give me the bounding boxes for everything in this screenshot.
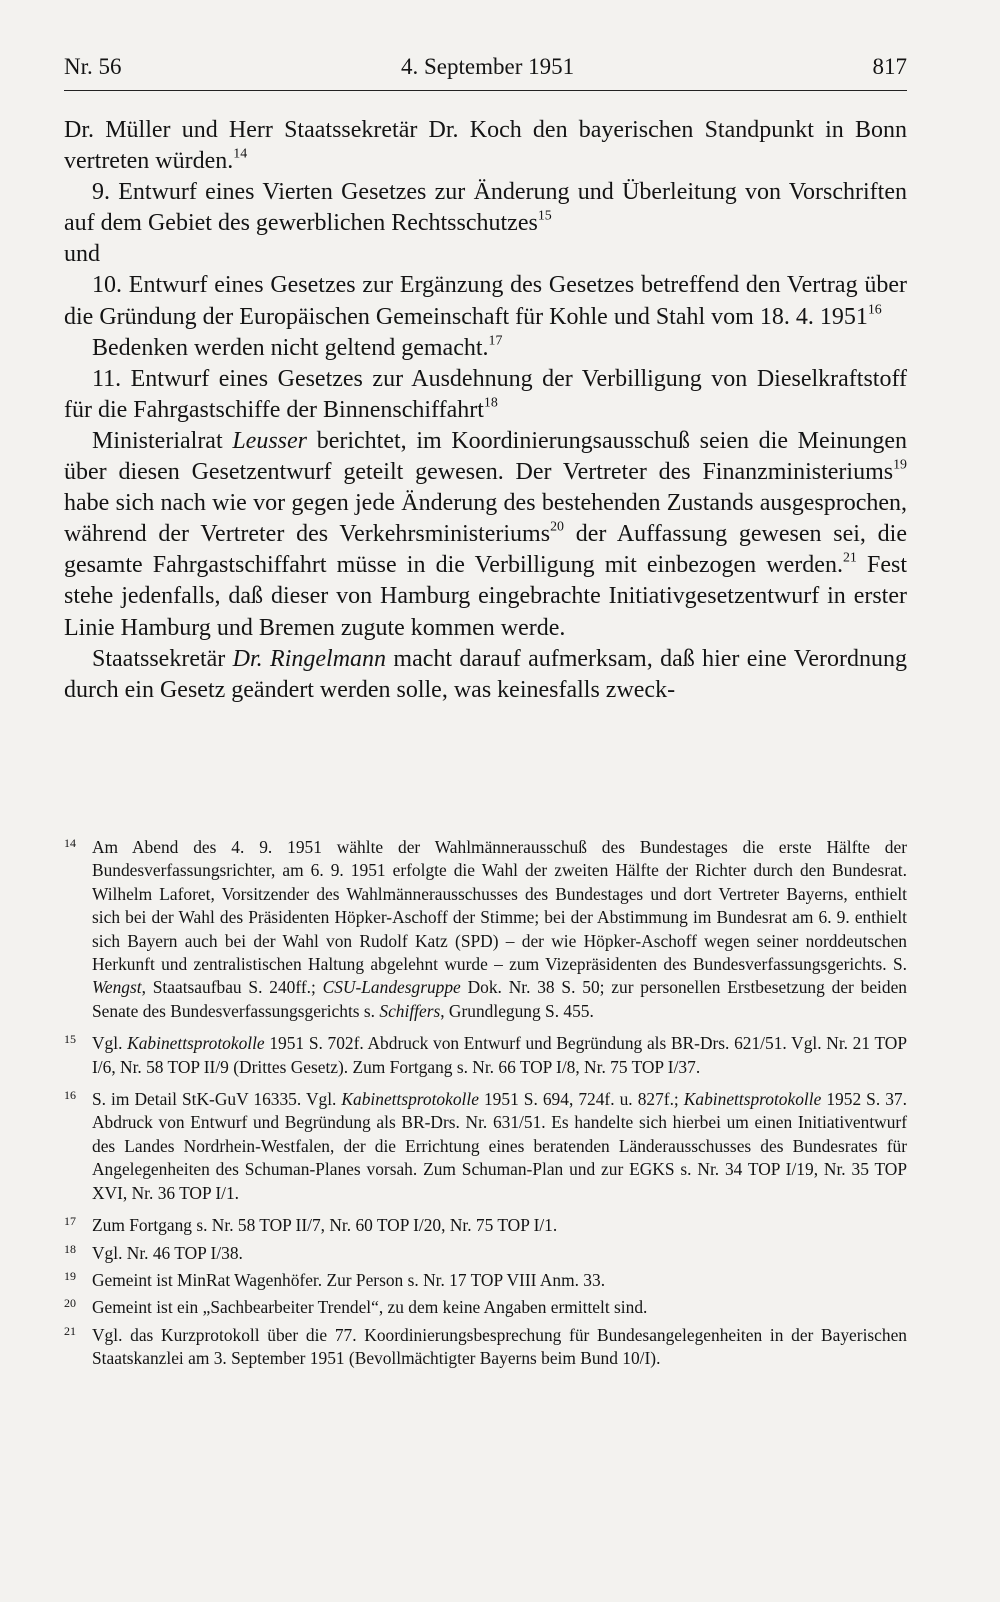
footnote-number: 18 (64, 1241, 76, 1256)
footnote-ref[interactable]: 14 (233, 146, 248, 162)
paragraph: und (64, 241, 100, 268)
footnote-number: 19 (64, 1268, 76, 1283)
footnote-ref[interactable]: 20 (550, 519, 564, 535)
footnote-number: 17 (64, 1214, 76, 1229)
footnote-number: 16 (64, 1088, 76, 1103)
footnote-17: 17 Zum Fortgang s. Nr. 58 TOP II/7, Nr. 60 TOP I/20, Nr. 75 TOP I/1. (64, 1214, 907, 1237)
footnote-ref[interactable]: 19 (893, 457, 907, 473)
footnote-number: 21 (64, 1323, 76, 1338)
footnote-ref[interactable]: 21 (842, 550, 857, 566)
person-name: Dr. Ringelmann (232, 645, 387, 672)
footnotes (64, 836, 907, 1375)
footnote-18: 18 Vgl. Nr. 46 TOP I/38. (64, 1242, 907, 1265)
header-date: 4. September 1951 (401, 54, 575, 79)
page-number: 817 (872, 54, 907, 79)
running-header (64, 50, 907, 91)
footnote-number: 14 (64, 836, 76, 850)
footnote-ref[interactable]: 16 (867, 302, 882, 318)
paragraph: Dr. Müller und Herr Staatssekretär Dr. Koch den bayerischen Standpunkt in Bonn vertreten würden.$^{14}$ (64, 117, 907, 175)
paragraph: Bedenken werden nicht geltend gemacht.$^{17}$ (92, 333, 503, 361)
footnote-number: 15 (64, 1032, 76, 1047)
footnote-16: 16 S. im Detail StK-GuV 16335. Vgl. Kabinettsprotokolle 1951 S. 694, 724f. u. 827f.; Kabinettsprotokolle 1952 S. 37. Abdruck von Entwurf und Begründung als BR-Drs. Nr. 631/51. Es handelte sich hierbei um einen Initiativentwurf des Landes Nordrhein-Westfalen, der die Errichtung eines beratenden Länderausschusses des Bundesrates für Angelegenheiten des Schuman-Planes vorsah. Zum Schuman-Plan und zur EGKS s. Nr. 34 TOP I/19, Nr. 35 TOP XVI, Nr. 36 TOP I/1. (64, 1088, 907, 1205)
document-number: Nr. 56 (64, 54, 122, 79)
main-text (64, 115, 907, 706)
paragraph: Staatssekretär Dr. Ringelmann macht darauf aufmerksam, daß hier eine Verordnung durch ein Gesetz geändert werden solle, was keinesfalls zweck- (64, 645, 908, 703)
footnote-ref[interactable]: 18 (483, 395, 498, 411)
footnote-15: 15 Vgl. Kabinettsprotokolle 1951 S. 702f. Abdruck von Entwurf und Begründung als BR-Drs. 621/51. Vgl. Nr. 21 TOP I/6, Nr. 58 TOP II/9 (Drittes Gesetz). Zum Fortgang s. Nr. 66 TOP I/8, Nr. 75 TOP I/37. (64, 1032, 907, 1079)
footnote-20: 20 Gemeint ist ein „Sachbearbeiter Trendel“, zu dem keine Angaben ermittelt sind. (64, 1296, 907, 1319)
agenda-item-10: 10. Entwurf eines Gesetzes zur Ergänzung des Gesetzes betreffend den Vertrag über die Gründung der Europäischen Gemeinschaft für Kohle und Stahl vom 18. 4. 1951$^{16}$ (64, 272, 907, 330)
agenda-item-9: 9. Entwurf eines Vierten Gesetzes zur Änderung und Überleitung von Vorschriften auf dem Gebiet des gewerblichen Rechtsschutzes$^{15}$ (64, 179, 907, 237)
footnote-14: 14 Am Abend des 4. 9. 1951 wählte der Wahlmännerausschuß des Bundestages die erste Hälfte der Bundesverfassungsrichter, am 6. 9. 1951 erfolgte die Wahl der zweiten Hälfte der Richter durch den Bundesrat. Wilhelm Laforet, Vorsitzender des Wahlmännerausschusses des Bundestages und dort Vertreter Bayerns, enthielt sich bei der Wahl des Präsidenten Höpker-Aschoff der Stimme; bei der Abstimmung im Bundesrat am 6. 9. enthielt sich Bayern auch bei der Wahl von Rudolf Katz (SPD) – der wie Höpker-Aschoff wegen seiner norddeutschen Herkunft und zentralistischen Haltung abgelehnt wurde – zum Vizepräsidenten des Bundesverfassungsgerichts. S. Wengst, Staatsaufbau S. 240ff.; CSU-Landesgruppe Dok. Nr. 38 S. 50; zur personellen Erstbesetzung der beiden Senate des Bundesverfassungsgerichts s. Schiffers, Grundlegung S. 455. (64, 836, 907, 1023)
person-name: Leusser (232, 427, 307, 454)
paragraph: Ministerialrat Leusser berichtet, im Koordinierungsausschuß seien die Meinungen über diesen Gesetzentwurf geteilt gewesen. Der Vertreter des Finanzministeriums$^{19}$ habe sich nach wie vor gegen jede Änderung des bestehenden Zustands ausgesprochen, während der Vertreter des Verkehrsministeriums$^{20}$ der Auffassung gewesen sei, die gesamte Fahrgastschiffahrt müsse in die Verbilligung mit einbezogen werden.$^{21}$ Fest stehe jedenfalls, daß dieser von Hamburg eingebrachte Initiativgesetzentwurf in erster Linie Hamburg und Bremen zugute kommen werde. (64, 427, 908, 641)
footnote-21: 21 Vgl. das Kurzprotokoll über die 77. Koordinierungsbesprechung für Bundesangelegenheiten in der Bayerischen Staatskanzlei am 3. September 1951 (Bevollmächtigter Bayerns beim Bund 10/I). (64, 1324, 907, 1371)
footnote-number: 20 (64, 1296, 76, 1311)
footnote-ref[interactable]: 17 (488, 333, 503, 349)
agenda-item-11: 11. Entwurf eines Gesetzes zur Ausdehnung der Verbilligung von Dieselkraftstoff für die Fahrgastschiffe der Binnenschiffahrt$^{18}$ (64, 365, 907, 423)
footnote-19: 19 Gemeint ist MinRat Wagenhöfer. Zur Person s. Nr. 17 TOP VIII Anm. 33. (64, 1269, 907, 1292)
footnote-ref[interactable]: 15 (537, 208, 552, 224)
